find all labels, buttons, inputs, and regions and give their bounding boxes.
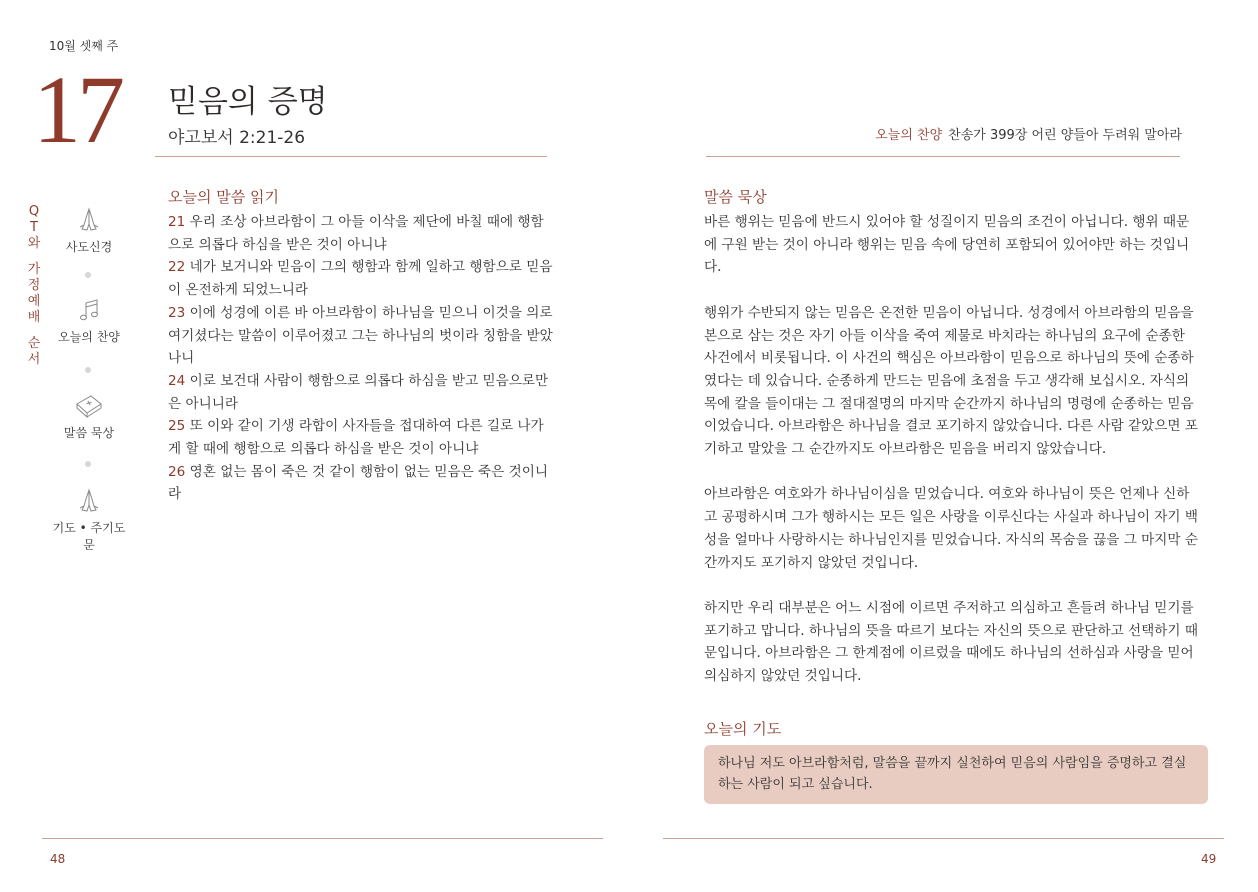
- verse-number: 22: [168, 259, 186, 276]
- page-title: 믿음의 증명: [168, 84, 328, 120]
- prayer-heading: 오늘의 기도: [704, 720, 782, 738]
- prayer-text: 하나님 저도 아브라함처럼, 말씀을 끝까지 실천하여 믿음의 사람임을 증명하고 결실하는 사람이 되고 싶습니다.: [718, 756, 1187, 792]
- verse-text: 영혼 없는 몸이 죽은 것 같이 행함이 없는 믿음은 죽은 것이니라: [168, 463, 549, 503]
- footer-rule-left: [42, 838, 603, 839]
- bible-icon: [74, 392, 104, 420]
- side-title-char: T: [30, 220, 38, 235]
- nav-item-prayer[interactable]: [50, 487, 128, 553]
- prayer-box: [704, 745, 1208, 804]
- meditation-body: [704, 211, 1201, 710]
- nav-separator-dot: [85, 461, 91, 467]
- hymn-text: 찬송가 399장 어린 양들아 두려워 말아라: [948, 128, 1182, 143]
- nav-item-meditation[interactable]: [50, 392, 128, 441]
- verse-number: 21: [168, 214, 186, 230]
- verse-number: 23: [168, 304, 186, 321]
- verse-number: 24: [168, 372, 186, 389]
- verse: [168, 211, 556, 256]
- week-label: 10월 셋째 주: [49, 39, 119, 53]
- scripture-reading: [168, 211, 556, 506]
- scripture-reference: 야고보서 2:21-26: [168, 128, 306, 148]
- meditation-paragraph: 아브라함은 여호와가 하나님이심을 믿었습니다. 여호와 하나님이 뜻은 언제나 신하고 공평하시며 그가 행하시는 모든 일은 사랑을 이루신다는 사실과 하나님이 자기 백성을 얼마나 사랑하시는 하나님인지를 믿었습니다. 자식의 목숨을 끊을 그 마지막 순간까지도 포기하지 않았던 것입니다.: [704, 486, 1199, 571]
- side-title-char: 서: [27, 352, 41, 367]
- verse-text: 또 이와 같이 기생 라합이 사자들을 접대하여 다른 길로 나가게 할 때에 행함으로 의롭다 하심을 받은 것이 아니냐: [168, 418, 544, 458]
- hymn-label: 오늘의 찬양: [875, 128, 943, 143]
- nav-label: 말씀 묵상: [63, 426, 115, 440]
- side-title-gap: [27, 252, 41, 262]
- side-title-char: 가: [27, 262, 41, 277]
- todays-hymn: [875, 124, 1182, 143]
- side-title-char: 정: [27, 278, 41, 293]
- nav-label: 오늘의 찬양: [58, 330, 120, 344]
- page-number-left: 48: [50, 852, 66, 866]
- nav-separator-dot: [85, 367, 91, 373]
- verse: [168, 256, 556, 301]
- page-number-right: 49: [1201, 852, 1217, 866]
- side-title-char: 순: [27, 336, 41, 351]
- verse: [168, 370, 556, 415]
- reading-heading: 오늘의 말씀 읽기: [168, 188, 279, 206]
- vertical-section-title: [27, 204, 41, 368]
- side-title-gap: [27, 326, 41, 336]
- verse-number: 26: [168, 463, 186, 480]
- day-number: 17: [33, 56, 121, 163]
- meditation-paragraph: 바른 행위는 믿음에 반드시 있어야 할 성질이지 믿음의 조건이 아닙니다. 행위 때문에 구원 받는 것이 아니라 행위는 믿음 속에 당연히 포함되어 있어야만 하는 것입니다.: [704, 214, 1190, 276]
- title-divider: [155, 156, 547, 157]
- hymn-divider: [706, 156, 1180, 157]
- nav-item-todays-hymn[interactable]: [50, 298, 128, 345]
- verse-text: 네가 보거니와 믿음이 그의 행함과 함께 일하고 행함으로 믿음이 온전하게 되었느니라: [168, 259, 553, 299]
- nav-label: 기도 • 주기도문: [52, 521, 126, 552]
- music-note-icon: [75, 298, 103, 324]
- praying-hands-icon: [75, 487, 103, 515]
- verse-number: 25: [168, 418, 186, 435]
- nav-item-apostles-creed[interactable]: [50, 206, 128, 255]
- verse-text: 우리 조상 아브라함이 그 아들 이삭을 제단에 바칠 때에 행함으로 의롭다 하심을 받은 것이 아니냐: [168, 214, 544, 253]
- praying-hands-icon: [75, 206, 103, 234]
- side-title-char: 와: [27, 236, 41, 251]
- meditation-paragraph: 하지만 우리 대부분은 어느 시점에 이르면 주저하고 의심하고 흔들려 하나님 믿기를 포기하고 맙니다. 하나님의 뜻을 따르기 보다는 자신의 뜻으로 판단하고 선택하기 때문입니다. 아브라함은 그 한계점에 이르렀을 때에도 하나님의 선하심과 사랑을 믿어 의심하지 않았던 것입니다.: [704, 599, 1199, 685]
- verse: [168, 461, 556, 506]
- verse-text: 이로 보건대 사람이 행함으로 의롭다 하심을 받고 믿음으로만은 아니니라: [168, 372, 549, 412]
- verse: [168, 302, 556, 370]
- side-title-char: 예: [27, 294, 41, 309]
- nav-label: 사도신경: [65, 240, 113, 254]
- meditation-paragraph: 행위가 수반되지 않는 믿음은 온전한 믿음이 아닙니다. 성경에서 아브라함의 믿음을 본으로 삼는 것은 자기 아들 이삭을 죽여 제물로 바치라는 하나님의 요구에 순종한 사건에서 비롯됩니다. 이 사건의 핵심은 아브라함이 믿음으로 하나님의 뜻에 순종하였다는 데 있습니다. 순종하게 만드는 믿음에 초점을 두고 생각해 보십시오. 자식의 목에 칼을 들이대는 그 절대절명의 마지막 순간까지 하나님의 명령에 순종하는 믿음이었습니다. 아브라함은 하나님을 결코 포기하지 않았습니다. 다른 사람 같았으면 포기하고 말았을 그 순간까지도 아브라함은 믿음을 버리지 않았습니다.: [704, 304, 1199, 458]
- meditation-heading: 말씀 묵상: [704, 188, 767, 206]
- side-title-char: 배: [27, 310, 41, 325]
- footer-rule-right: [663, 838, 1224, 839]
- side-title-char: Q: [28, 204, 40, 219]
- nav-separator-dot: [85, 272, 91, 278]
- verse: [168, 415, 556, 460]
- verse-text: 이에 성경에 이른 바 아브라함이 하나님을 믿으니 이것을 의로 여기셨다는 말씀이 이루어졌고 그는 하나님의 벗이라 칭함을 받았나니: [168, 304, 553, 367]
